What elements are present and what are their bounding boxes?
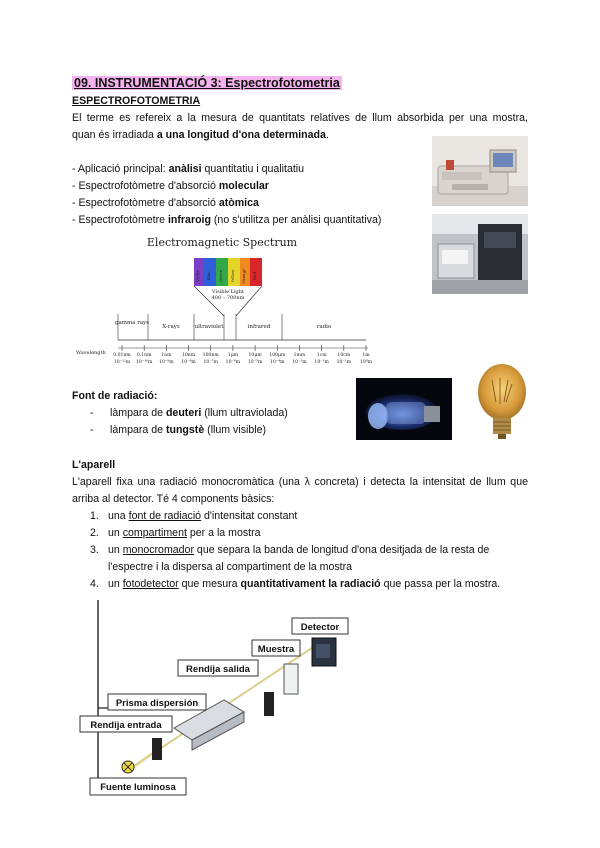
wavelength-tick-label: 100μm [269,353,286,358]
color-label: Yellow [230,269,235,283]
source-item-deuterium-text: làmpara de deuteri (llum ultraviolada) [110,407,288,419]
source-heading: Font de radiació: [72,390,158,402]
label-rendija-salida: Rendija salida [186,664,250,675]
wavelength-tick-label: 10cm [337,353,351,358]
em-spectrum-figure [74,232,373,366]
region-label: gamma rays [114,320,150,326]
color-label: Red [252,272,257,280]
wavelength-tick-label: 1cm [316,353,327,358]
wavelength-tick-label-meters: 10⁻¹¹m [113,360,131,365]
source-item-tungsten-text: làmpara de tungstè (llum visible) [110,424,267,436]
step-2: 2. un compartiment per a la mostra [90,527,261,539]
wavelength-tick-label: 1μm [227,353,239,358]
step-3-continuation: l'espectre i la dispersa al compartiment de la mostra [108,561,353,573]
visible-range: 400 – 700nm [211,295,245,301]
wavelength-tick-label: 0.1nm [136,353,152,358]
visible-label: Visible Light [212,289,244,295]
spectrophotometer-photo [432,136,528,206]
wavelength-tick-label-meters: 10⁻¹m [336,360,352,365]
source-item-deuterium: - [90,407,94,419]
label-prisma: Prisma dispersión [115,698,199,709]
page-title: 09. INSTRUMENTACIÓ 3: Espectrofotometria [74,76,340,90]
wavelength-tick-label: 1m [362,353,370,358]
wavelength-tick-label-meters: 10⁻⁵m [247,360,263,365]
apparatus-line-1: L'aparell fixa una radiació monocromàtica (una λ concreta) i detecta la intensitat de llum que [72,476,528,488]
label-muestra: Muestra [257,644,295,655]
wavelength-tick-label-meters: 10⁻¹⁰m [136,360,153,365]
wavelength-tick-label-meters: 10⁻⁹m [159,360,174,365]
wavelength-tick-label-meters: 10⁻³m [292,360,307,365]
label-detector: Detector [300,622,340,633]
wavelength-tick-label: 10μm [248,353,262,358]
wavelength-tick-label-meters: 10⁻⁸m [181,360,196,365]
color-label: Orange [241,268,246,284]
region-label: infrared [247,324,271,330]
wavelength-tick-label-meters: 10⁰m [359,360,373,365]
section-heading: ESPECTROFOTOMETRIA [72,95,201,107]
label-rendija-entrada: Rendija entrada [90,720,162,731]
band-red [250,258,262,286]
intro-line-1: El terme es refereix a la mesura de quantitats relatives de llum absorbida per una mostra, [72,112,528,124]
wavelength-tick-label: 1nm [161,353,172,358]
source-item-tungsten: - [90,424,94,436]
tungsten-bulb-photo [470,360,534,440]
step-4: 4. un fotodetector que mesura quantitativament la radiació que passa per la mostra. [90,578,501,590]
wavelength-tick-label-meters: 10⁻²m [314,360,329,365]
color-label: Blue [206,271,211,281]
spectrum-title: Electromagnetic Spectrum [146,236,298,249]
region-label: radio [316,324,332,330]
region-label: ultraviolet [194,324,224,330]
wavelength-tick-label-meters: 10⁻⁴m [270,360,285,365]
wavelength-tick-label: 1mm [293,353,306,358]
color-label: Violet [195,270,200,282]
atomic-spectrometer-photo [432,214,528,294]
step-3: 3. un monocromador que separa la banda de longitud d'ona desitjada de la resta de [90,544,490,556]
label-fuente: Fuente luminosa [100,782,176,793]
bullet-infrared: - Espectrofotòmetre infraroig (no s'utilitza per anàlisi quantitativa) [72,214,382,226]
region-label: X-rays [162,324,180,330]
bullet-molecular: - Espectrofotòmetre d'absorció molecular [72,180,269,192]
optical-diagram [74,600,374,800]
wavelength-label: Wavelength [76,350,106,356]
wavelength-tick-label-meters: 10⁻⁶m [225,360,241,365]
color-label: Green [218,269,223,283]
step-1: 1. una font de radiació d'intensitat constant [90,510,298,522]
wavelength-tick-label: 10nm [181,353,196,358]
intro-line-2: quan és irradiada a una longitud d'ona determinada. [72,129,329,141]
wavelength-tick-label-meters: 10⁻⁷m [203,360,218,365]
bullet-application: - Aplicació principal: anàlisi quantitatiu i qualitatiu [72,163,305,175]
deuterium-lamp-photo [356,378,452,440]
bullet-atomic: - Espectrofotòmetre d'absorció atòmica [72,197,259,209]
wavelength-tick-label: 100nm [202,353,219,358]
wavelength-tick-label: 0.01nm [113,353,131,358]
apparatus-heading: L'aparell [72,459,116,471]
apparatus-line-2: arriba al detector. Té 4 components bàsics: [72,493,275,505]
